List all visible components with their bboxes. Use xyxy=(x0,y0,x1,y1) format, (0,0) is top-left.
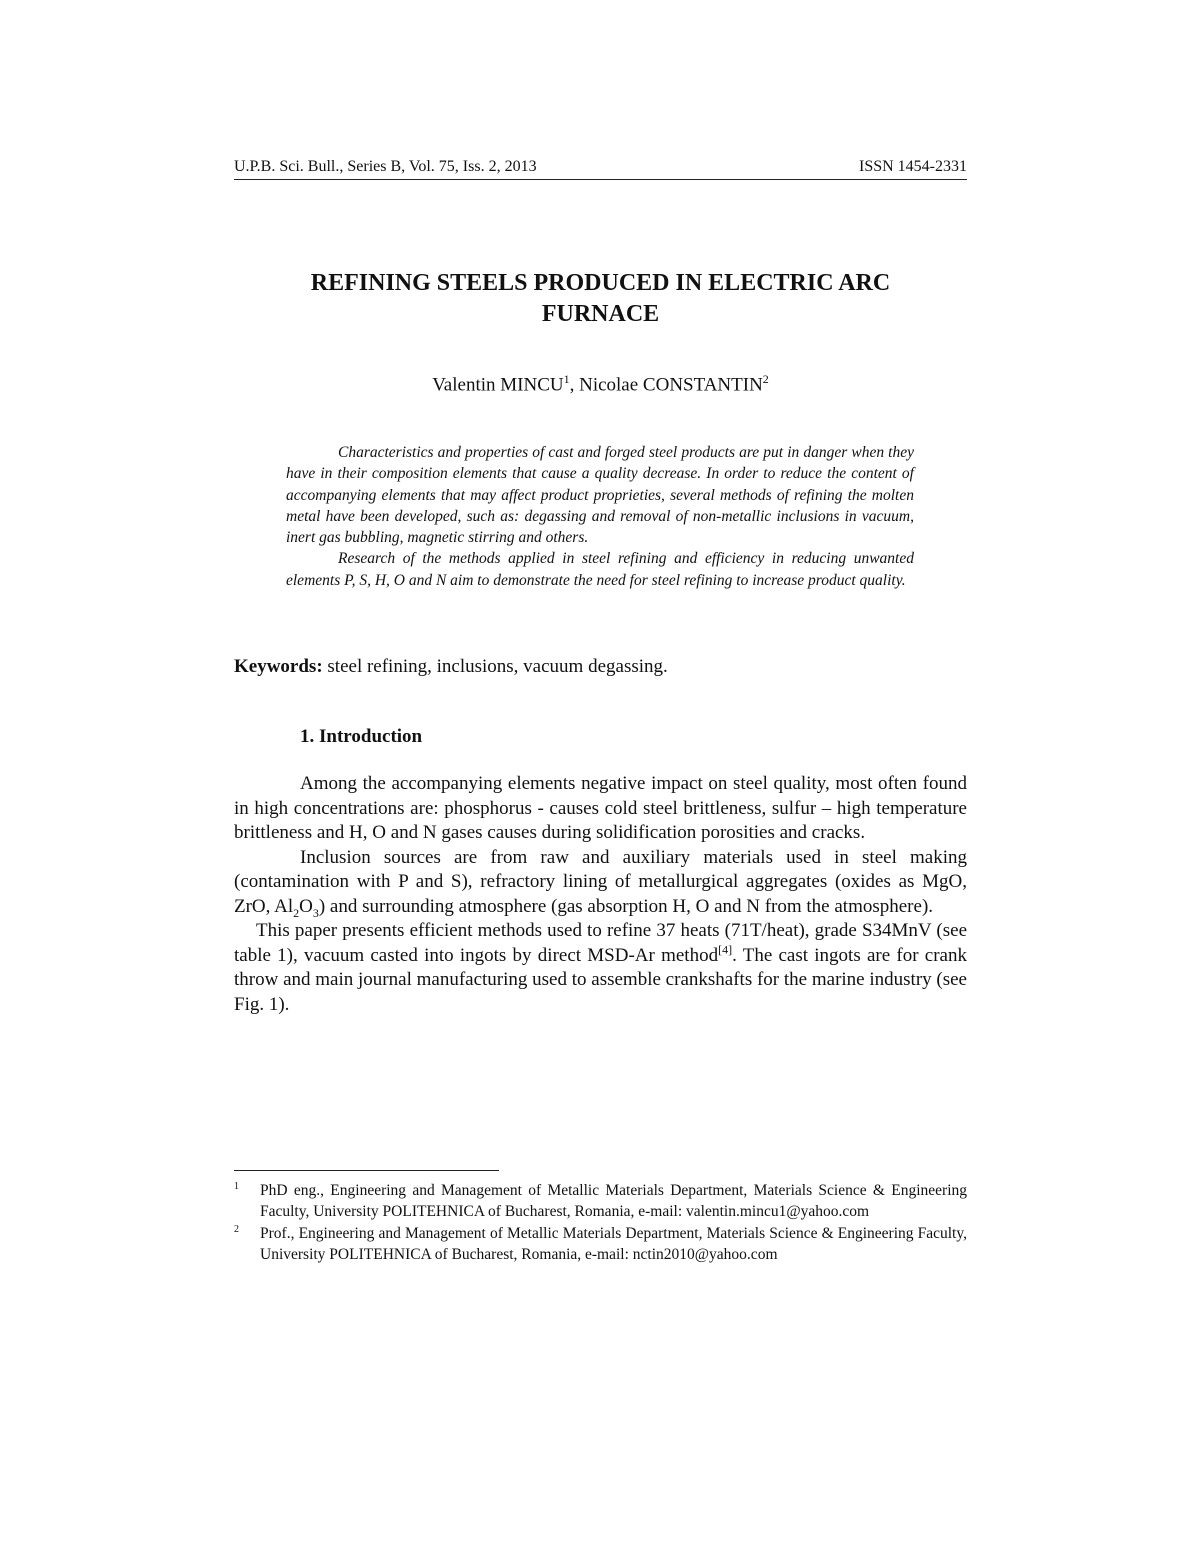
running-header xyxy=(234,158,967,180)
paper-title xyxy=(234,268,967,330)
author-1-affiliation-mark: 1 xyxy=(563,372,570,386)
intro-paragraph-2-text-b: O xyxy=(299,895,313,917)
intro-paragraph-1: Among the accompanying elements negative impact on steel quality, most often found in high concentrations are: phosphorus - causes cold steel brittleness, sulfur – high temperature brittleness and H, O and N gases causes during solidification porosities and cracks. xyxy=(234,773,967,843)
footnote-1-mark: 1 xyxy=(234,1181,239,1192)
footnote-divider xyxy=(234,1170,499,1171)
footnote-2-mark: 2 xyxy=(234,1224,239,1235)
section-heading-introduction: 1. Introduction xyxy=(300,726,423,747)
intro-paragraph-2 xyxy=(234,846,967,920)
author-list xyxy=(234,372,967,396)
keywords-label: Keywords: xyxy=(234,656,323,677)
intro-paragraph-3-text-b: . The cast ingots are for crank throw and main journal manufacturing used to assemble crankshafts for the marine industry (see Fig. 1). xyxy=(234,944,967,1015)
footnotes xyxy=(234,1180,967,1266)
footnote-2 xyxy=(234,1223,967,1265)
introduction-body xyxy=(234,772,967,1017)
reference-marker: [4] xyxy=(718,942,733,957)
title-line-2: FURNACE xyxy=(541,301,660,327)
intro-paragraph-3-text-a: This paper presents efficient methods used to refine 37 heats (71T/heat), grade S34MnV (see table 1), vacuum casted into ingots by direct MSD-Ar method xyxy=(234,920,967,966)
author-2: Nicolae CONSTANTIN xyxy=(579,374,763,396)
title-line-1: REFINING STEELS PRODUCED IN ELECTRIC ARC xyxy=(310,270,891,296)
author-1: Valentin MINCU xyxy=(432,374,564,396)
keywords-text: steel refining, inclusions, vacuum degassing. xyxy=(322,656,668,677)
footnote-1-text: PhD eng., Engineering and Management of Metallic Materials Department, Materials Science & Engineering Faculty, University POLITEHNICA of Bucharest, Romania, e-mail: valentin.mincu1@yahoo.com xyxy=(260,1182,967,1220)
footnote-2-text: Prof., Engineering and Management of Metallic Materials Department, Materials Science & Engineering Faculty, University POLITEHNICA of Bucharest, Romania, e-mail: nctin2010@yahoo.com xyxy=(260,1225,967,1263)
abstract-paragraph-2: Research of the methods applied in steel refining and efficiency in reducing unwanted elements P, S, H, O and N aim to demonstrate the need for steel refining to increase product quality. xyxy=(286,550,914,589)
intro-paragraph-3 xyxy=(234,919,967,1017)
intro-paragraph-2-text-a: Inclusion sources are from raw and auxiliary materials used in steel making (contamination with P and S), refractory lining of metallurgical aggregates (oxides as MgO, ZrO, Al xyxy=(234,846,967,917)
author-separator: , xyxy=(569,374,580,396)
abstract xyxy=(286,442,914,591)
journal-citation: U.P.B. Sci. Bull., Series B, Vol. 75, Iss. 2, 2013 xyxy=(234,158,537,175)
author-2-affiliation-mark: 2 xyxy=(762,372,769,386)
abstract-paragraph-1: Characteristics and properties of cast and forged steel products are put in danger when they have in their composition elements that cause a quality decrease. In order to reduce the content of accompanying elements that may affect product proprieties, several methods of refining the molten metal have been developed, such as: degassing and removal of non-metallic inclusions in vacuum, inert gas bubbling, magnetic stirring and others. xyxy=(286,444,914,547)
intro-paragraph-2-text-c: ) and surrounding atmosphere (gas absorption H, O and N from the atmosphere). xyxy=(318,895,934,917)
subscript-3: 3 xyxy=(312,905,319,920)
keywords xyxy=(234,656,967,678)
footnote-1 xyxy=(234,1180,967,1222)
issn: ISSN 1454-2331 xyxy=(858,158,967,175)
subscript-2: 2 xyxy=(293,905,300,920)
